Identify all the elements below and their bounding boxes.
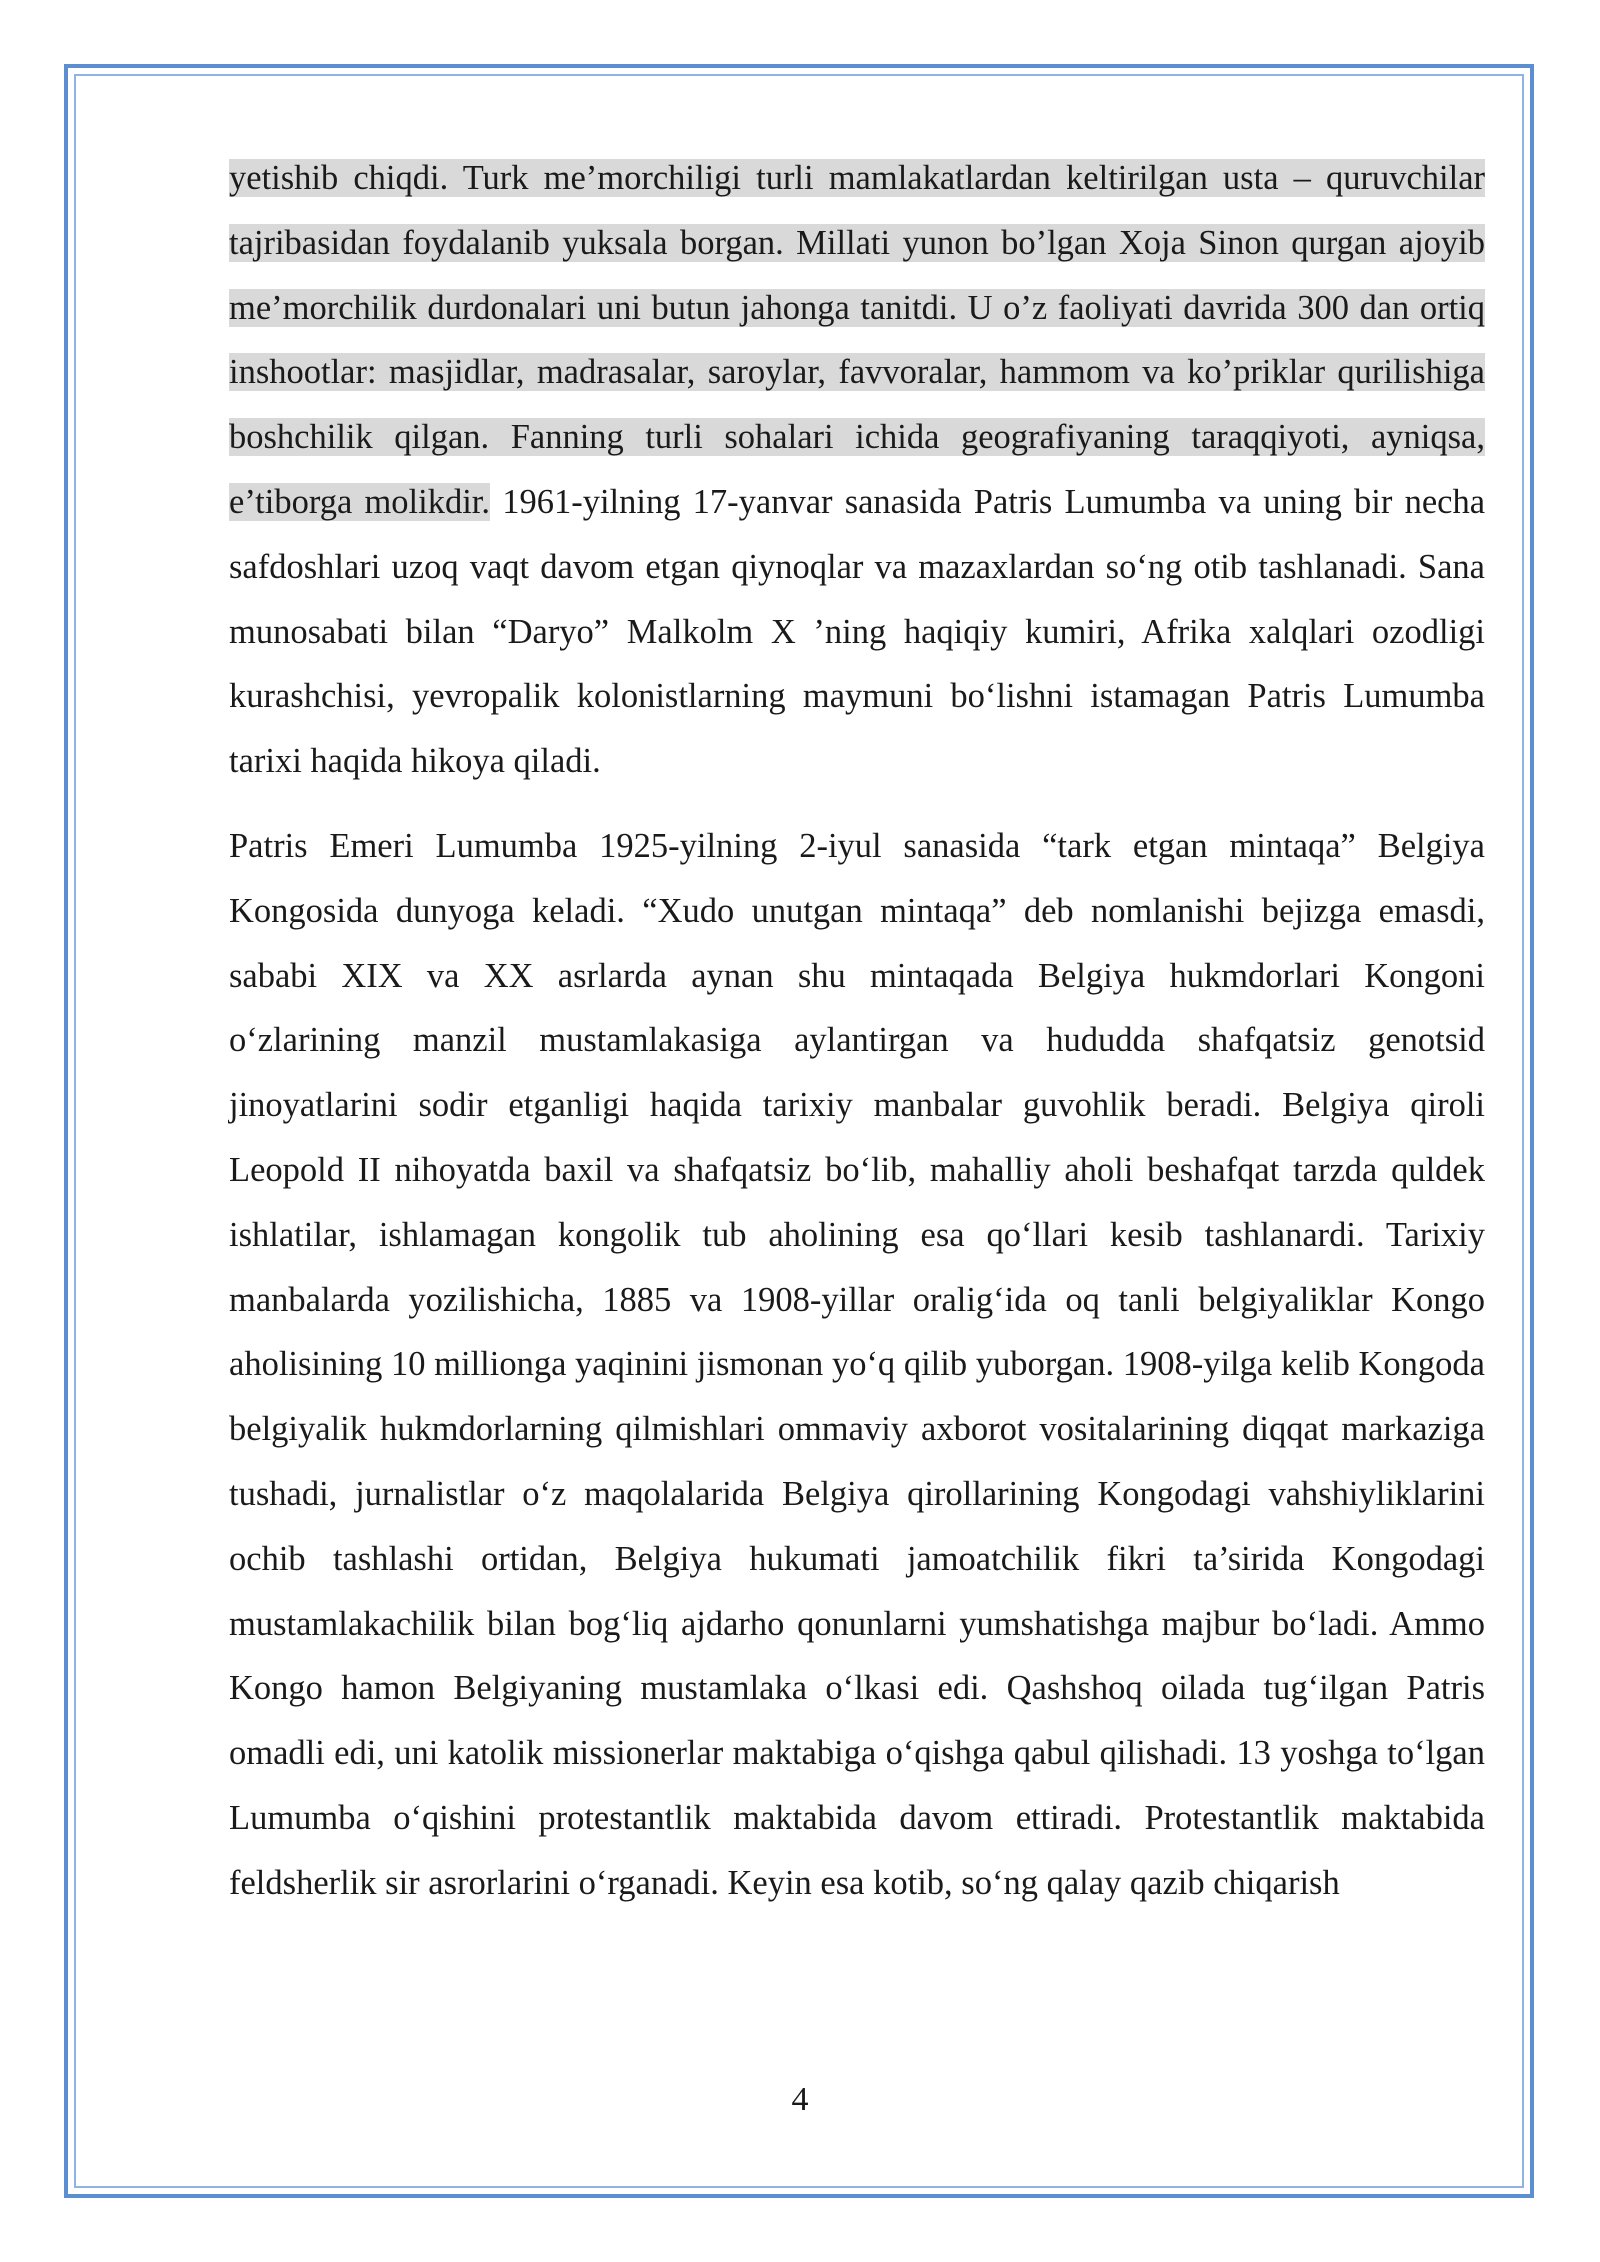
paragraph-1 [229, 146, 1485, 794]
page-number: 4 [791, 2081, 809, 2118]
paragraph-1-continuation: 1961-yilning 17-yanvar sanasida Patris Lumumba va uning bir necha safdoshlari uzoq vaqt davom etgan qiynoqlar va mazaxlardan so‘ng otib tashlanadi. Sana munosabati bilan “Daryo” Malkolm X ’ning haqiqiy kumiri, Afrika xalqlari ozodligi kurashchisi, yevropalik kolonistlarning maymuni bo‘lishni istamagan Patris Lumumba tarixi haqida hikoya qiladi. [229, 482, 1486, 781]
paragraph-2: Patris Emeri Lumumba 1925-yilning 2-iyul sanasida “tark etgan mintaqa” Belgiya Kongosida dunyoga keladi. “Xudo unutgan mintaqa” deb nomlanishi bejizga emasdi, sababi XIX va XX asrlarda aynan shu mintaqada Belgiya hukmdorlari Kongoni o‘zlarining manzil mustamlakasiga aylantirgan va hududda shafqatsiz genotsid jinoyatlarini sodir etganligi haqida tarixiy manbalar guvohlik beradi. Belgiya qiroli Leopold II nihoyatda baxil va shafqatsiz bo‘lib, mahalliy aholi beshafqat tarzda quldek ishlatilar, ishlamagan kongolik tub aholining esa qo‘llari kesib tashlanardi. Tarixiy manbalarda yozilishicha, 1885 va 1908-yillar oralig‘ida oq tanli belgiyaliklar Kongo aholisining 10 millionga yaqinini jismonan yo‘q qilib yuborgan. 1908-yilga kelib Kongoda belgiyalik hukmdorlarning qilmishlari ommaviy axborot vositalarining diqqat markaziga tushadi, jurnalistlar o‘z maqolalarida Belgiya qirollarining Kongodagi vahshiyliklarini ochib tashlashi ortidan, Belgiya hukumati jamoatchilik fikri ta’sirida Kongodagi mustamlakachilik bilan bog‘liq ajdarho qonunlarni yumshatishga majbur bo‘ladi. Ammo Kongo hamon Belgiyaning mustamlaka o‘lkasi edi. Qashshoq oilada tug‘ilgan Patris omadli edi, uni katolik missionerlar maktabiga o‘qishga qabul qilishadi. 13 yoshga to‘lgan Lumumba o‘qishini protestantlik maktabida davom ettiradi. Protestantlik maktabida feldsherlik sir asrorlarini o‘rganadi. Keyin esa kotib, so‘ng qalay qazib chiqarish [229, 826, 1485, 1902]
document-body [229, 146, 1485, 1916]
highlighted-text: yetishib chiqdi. Turk me’morchiligi turli mamlakatlardan keltirilgan usta – quruvchilar tajribasidan foydalanib yuksala borgan. Millati yunon bo’lgan Xoja Sinon qurgan ajoyib me’morchilik durdonalari uni butun jahonga tanitdi. U o’z faoliyati davrida 300 dan ortiq inshootlar: masjidlar, madrasalar, saroylar, favvoralar, hammom va ko’priklar qurilishiga boshchilik qilgan. Fanning turli sohalari ichida geografiyaning taraqqiyoti, ayniqsa, e’tiborga molikdir. [229, 159, 1485, 521]
